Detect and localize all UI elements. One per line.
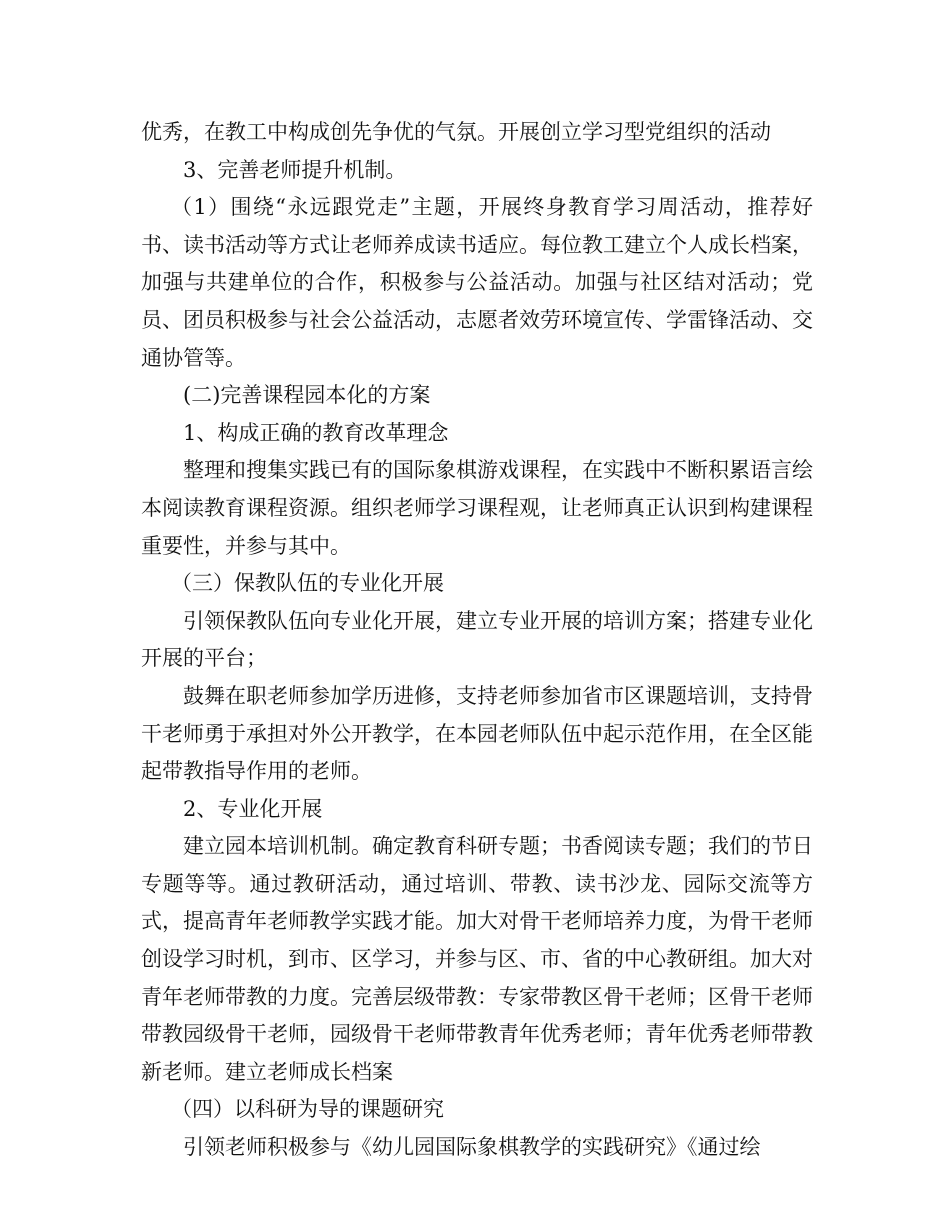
heading-research-projects: （四）以科研为导的课题研究 xyxy=(171,1097,444,1122)
paragraph-teacher-encouragement: 鼓舞在职老师参加学历进修，支持老师参加省市区课题培训，支持骨干老师勇于承担对外公开教学，在本园老师队伍中起示范作用，在全区能起带教指导作用的老师。 xyxy=(141,683,813,784)
paragraph-curriculum-resources: 整理和搜集实践已有的国际象棋游戏课程，在实践中不断积累语言绘本阅读教育课程资源。组织老师学习课程观，让老师真正认识到构建课程重要性，并参与其中。 xyxy=(141,458,813,558)
heading-curriculum-plan: (二)完善课程园本化的方案 xyxy=(183,383,431,408)
paragraph-team-training: 引领保教队伍向专业化开展，建立专业开展的培训方案；搭建专业化开展的平台； xyxy=(141,608,813,671)
heading-teacher-mechanism: 3、完善老师提升机制。 xyxy=(183,157,407,182)
paragraph-training-mechanism: 建立园本培训机制。确定教育科研专题；书香阅读专题；我们的节日专题等等。通过教研活动，通过培训、带教、读书沙龙、园际交流等方式，提高青年老师教学实践才能。加大对骨干老师培养力度，为骨干老师创设学习时机，到市、区学习，并参与区、市、省的中心教研组。加大对青年老师带教的力度。完善层级带教：专家带教区骨干老师；区骨干老师带教园级骨干老师，园级骨干老师带教青年优秀老师；青年优秀老师带教新老师。建立老师成长档案 xyxy=(141,834,813,1084)
paragraph-study-week: （1）围绕“永远跟党走”主题，开展终身教育学习周活动，推荐好书、读书活动等方式让老师养成读书适应。每位教工建立个人成长档案，加强与共建单位的合作，积极参与公益活动。加强与社区结对活动；党员、团员积极参与社会公益活动，志愿者效劳环境宣传、学雷锋活动、交通协管等。 xyxy=(141,195,813,370)
heading-education-concept: 1、构成正确的教育改革理念 xyxy=(183,420,449,445)
paragraph-continuation: 优秀，在教工中构成创先争优的气氛。开展创立学习型党组织的活动 xyxy=(141,120,771,144)
heading-specialized-development: 2、专业化开展 xyxy=(183,796,323,821)
paragraph-research-participation: 引领老师积极参与《幼儿园国际象棋教学的实践研究》《通过绘 xyxy=(183,1135,761,1160)
heading-team-specialization: （三）保教队伍的专业化开展 xyxy=(171,571,444,596)
document-body xyxy=(141,114,813,1167)
